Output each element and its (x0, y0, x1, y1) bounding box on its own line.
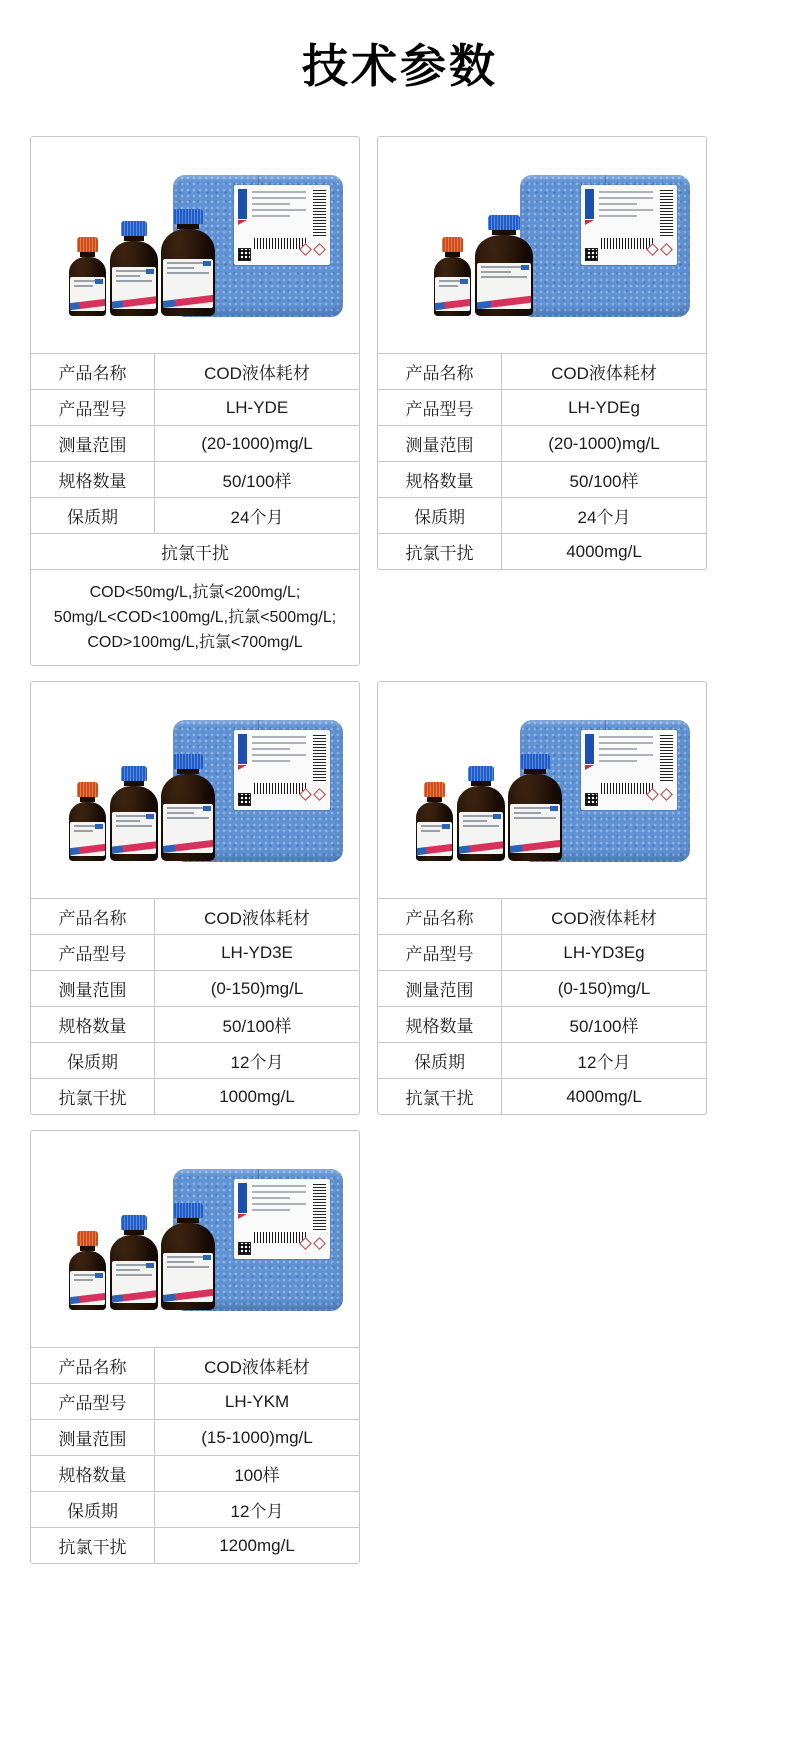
row-value: (15-1000)mg/L (201, 1427, 313, 1447)
row-value: COD液体耗材 (204, 909, 310, 928)
row-value: 4000mg/L (566, 541, 642, 561)
reagent-bottle-small (416, 782, 453, 861)
reagent-bottle-medium (457, 766, 505, 861)
reagent-bottle-medium (110, 1215, 158, 1310)
bottle-cap-orange (424, 782, 444, 797)
row-value: COD液体耗材 (551, 364, 657, 383)
table-row (31, 1006, 359, 1042)
row-label: 保质期 (378, 498, 502, 533)
reagent-bottle-large (508, 754, 562, 861)
row-value: LH-YDEg (568, 397, 640, 417)
product-card-lh-yd3e (30, 681, 360, 1115)
bottle-cap-blue (173, 209, 203, 224)
row-label: 抗氯干扰 (31, 1079, 155, 1114)
row-value: (20-1000)mg/L (548, 433, 660, 453)
table-row (31, 1347, 359, 1383)
row-value: 50/100样 (569, 1017, 639, 1036)
table-row (31, 1491, 359, 1527)
table-row (31, 389, 359, 425)
table-row (378, 898, 706, 934)
bottle-label (477, 263, 530, 309)
row-label: 产品名称 (378, 354, 502, 389)
bottle-cap-orange (442, 237, 462, 252)
hazard-diamond-icon (313, 243, 326, 256)
product-card-lh-yd3eg (377, 681, 707, 1115)
qr-code-icon (238, 248, 251, 261)
bottle-label (163, 1253, 213, 1303)
row-label: 抗氯干扰 (378, 534, 502, 569)
reagent-bottle-small (69, 1231, 106, 1310)
table-row (31, 353, 359, 389)
bottle-cap-blue (520, 754, 550, 769)
barcode-icon (313, 1184, 326, 1230)
bottle-label (459, 812, 503, 855)
row-value: (0-150)mg/L (210, 978, 304, 998)
box-label (234, 730, 330, 810)
row-label: 产品名称 (31, 899, 155, 934)
table-row (378, 389, 706, 425)
table-row (378, 1078, 706, 1114)
reagent-bottle-medium (110, 766, 158, 861)
hazard-diamond-icon (660, 243, 673, 256)
bottle-cap-orange (77, 1231, 97, 1246)
row-label: 产品型号 (31, 935, 155, 970)
row-value: 24个月 (577, 508, 631, 527)
row-label: 测量范围 (31, 1420, 155, 1455)
hazard-diamond-icon (313, 1237, 326, 1250)
table-row (31, 970, 359, 1006)
row-value: COD液体耗材 (551, 909, 657, 928)
spec-table (378, 353, 706, 569)
bottle-cap-orange (77, 237, 97, 252)
table-row (31, 425, 359, 461)
table-row (378, 353, 706, 389)
chlorine-header-row: 抗氯干扰 (31, 533, 359, 569)
barcode-icon (660, 190, 673, 236)
row-label: 产品型号 (378, 390, 502, 425)
table-row (31, 1042, 359, 1078)
brand-logo-icon (585, 189, 594, 219)
row-label: 规格数量 (31, 1456, 155, 1491)
table-row (378, 934, 706, 970)
row-label: 规格数量 (378, 462, 502, 497)
row-value: (0-150)mg/L (557, 978, 651, 998)
bottle-label (163, 259, 213, 309)
row-label: 产品型号 (31, 1384, 155, 1419)
bottle-cap-blue (173, 1203, 203, 1218)
barcode-icon (660, 735, 673, 781)
reagent-bottle-small (69, 237, 106, 316)
table-row (31, 1527, 359, 1563)
row-label: 产品型号 (31, 390, 155, 425)
table-row (378, 1042, 706, 1078)
row-label: 规格数量 (378, 1007, 502, 1042)
table-row (31, 934, 359, 970)
barcode-icon (313, 190, 326, 236)
row-value: LH-YDE (225, 397, 289, 417)
bottle-cap-orange (77, 782, 97, 797)
row-value: 100样 (234, 1466, 280, 1485)
row-value: LH-YKM (224, 1391, 290, 1411)
box-label (234, 1179, 330, 1259)
chlorine-detail (31, 569, 359, 665)
row-label: 规格数量 (31, 1007, 155, 1042)
reagent-bottle-small (69, 782, 106, 861)
row-label: 产品名称 (31, 1348, 155, 1383)
brand-logo-icon (238, 734, 247, 764)
row-label: 产品名称 (31, 354, 155, 389)
row-value: 12个月 (577, 1053, 631, 1072)
bottle-cap-blue (121, 221, 147, 236)
product-card-lh-ydeg (377, 136, 707, 570)
table-row (31, 1455, 359, 1491)
table-row (31, 898, 359, 934)
bottle-cap-blue (173, 754, 203, 769)
reagent-bottle-medium (110, 221, 158, 316)
row-label: 测量范围 (378, 426, 502, 461)
spec-table (31, 353, 359, 665)
foam-box-image (520, 175, 690, 317)
product-photo (31, 137, 359, 353)
row-label: 产品名称 (378, 899, 502, 934)
page-title: 技术参数 (302, 40, 498, 92)
product-photo (31, 1131, 359, 1347)
product-photo (378, 682, 706, 898)
row-label: 规格数量 (31, 462, 155, 497)
row-value: 24个月 (230, 508, 284, 527)
row-value: 50/100样 (569, 472, 639, 491)
reagent-bottle-large (161, 209, 215, 316)
table-row (31, 1383, 359, 1419)
qr-code-icon (238, 793, 251, 806)
box-label (234, 185, 330, 265)
table-row (378, 970, 706, 1006)
bottle-label (70, 822, 104, 856)
table-row (378, 497, 706, 533)
brand-logo-icon (238, 189, 247, 219)
qr-code-icon (585, 793, 598, 806)
bottle-cap-blue (121, 1215, 147, 1230)
row-value: 12个月 (230, 1053, 284, 1072)
product-card-lh-ykm (30, 1130, 360, 1564)
row-value: 4000mg/L (566, 1086, 642, 1106)
row-value: 1000mg/L (219, 1086, 295, 1106)
bottle-label (163, 804, 213, 854)
row-label: 保质期 (31, 1043, 155, 1078)
product-photo (31, 682, 359, 898)
table-row (378, 461, 706, 497)
table-row (31, 1078, 359, 1114)
row-label: 保质期 (378, 1043, 502, 1078)
qr-code-icon (238, 1242, 251, 1255)
hazard-diamond-icon (299, 788, 312, 801)
bottle-cap-blue (121, 766, 147, 781)
row-label: 保质期 (31, 498, 155, 533)
hazard-diamond-icon (313, 788, 326, 801)
bottle-label (70, 277, 104, 311)
spec-table (31, 898, 359, 1114)
row-label: 产品型号 (378, 935, 502, 970)
bottle-label (112, 267, 156, 310)
bottle-label (70, 1271, 104, 1305)
bottle-label (510, 804, 560, 854)
table-row (378, 425, 706, 461)
hazard-diamond-icon (299, 243, 312, 256)
row-label: 测量范围 (31, 971, 155, 1006)
brand-logo-icon (238, 1183, 247, 1213)
row-label: 抗氯干扰 (378, 1079, 502, 1114)
table-row (31, 461, 359, 497)
qr-code-icon (585, 248, 598, 261)
row-value: 1200mg/L (219, 1535, 295, 1555)
hazard-diamond-icon (646, 243, 659, 256)
row-label: 抗氯干扰 (31, 1528, 155, 1563)
box-label (581, 185, 677, 265)
bottle-label (112, 1261, 156, 1304)
reagent-bottle-large (161, 754, 215, 861)
chlorine-detail-line: 50mg/L<COD<100mg/L,抗氯<500mg/L; (53, 609, 337, 626)
bottle-cap-blue (488, 215, 520, 230)
row-label: 测量范围 (31, 426, 155, 461)
spec-table (378, 898, 706, 1114)
reagent-bottle-large (475, 215, 533, 316)
row-value: 50/100样 (222, 1017, 292, 1036)
bottle-label (435, 277, 469, 311)
table-row (31, 497, 359, 533)
product-photo (378, 137, 706, 353)
table-row (378, 533, 706, 569)
row-value: COD液体耗材 (204, 1358, 310, 1377)
row-value: 50/100样 (222, 472, 292, 491)
row-value: (20-1000)mg/L (201, 433, 313, 453)
row-value: COD液体耗材 (204, 364, 310, 383)
hazard-diamond-icon (299, 1237, 312, 1250)
reagent-bottle-large (161, 1203, 215, 1310)
hazard-diamond-icon (646, 788, 659, 801)
barcode-icon (313, 735, 326, 781)
product-card-lh-yde (30, 136, 360, 666)
row-value: LH-YD3E (221, 942, 293, 962)
row-label: 保质期 (31, 1492, 155, 1527)
bottle-label (417, 822, 451, 856)
spec-table (31, 1347, 359, 1563)
bottle-label (112, 812, 156, 855)
brand-logo-icon (585, 734, 594, 764)
chlorine-detail-line: COD<50mg/L,抗氯<200mg/L; (89, 584, 301, 601)
chlorine-detail-line: COD>100mg/L,抗氯<700mg/L (87, 634, 303, 651)
row-value: 12个月 (230, 1502, 284, 1521)
hazard-diamond-icon (660, 788, 673, 801)
table-row (31, 1419, 359, 1455)
row-label: 测量范围 (378, 971, 502, 1006)
reagent-bottle-small (434, 237, 471, 316)
bottle-cap-blue (468, 766, 494, 781)
table-row (378, 1006, 706, 1042)
product-cards-grid (30, 136, 800, 1564)
row-value: LH-YD3Eg (563, 942, 645, 962)
box-label (581, 730, 677, 810)
